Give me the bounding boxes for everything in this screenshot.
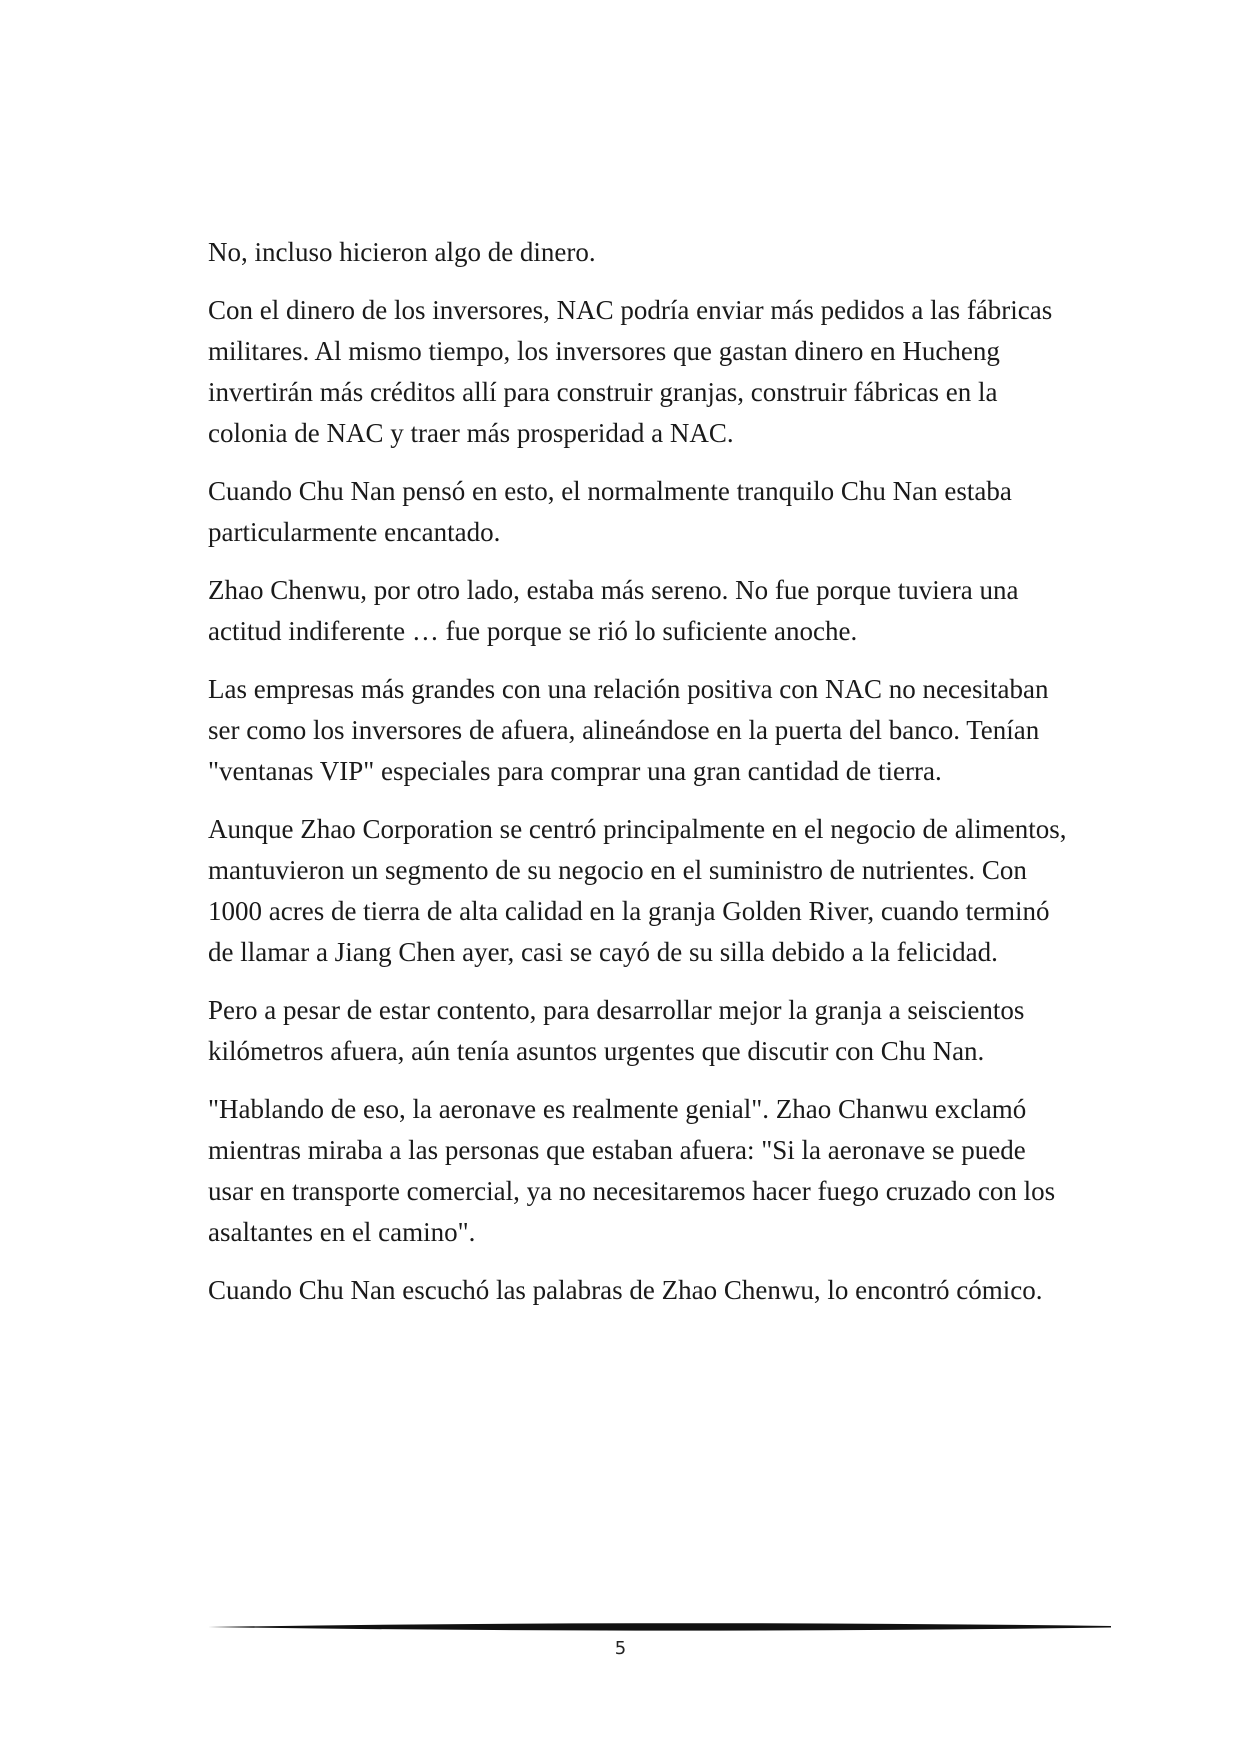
paragraph-8: "Hablando de eso, la aeronave es realmente genial". Zhao Chanwu exclamó mientras miraba a las personas que estaban afuera: "Si la aeronave se puede usar en transporte comercial, ya no necesitaremos hacer fuego cruzado con los asaltantes en el camino". bbox=[208, 1094, 1056, 1247]
paragraph-9: Cuando Chu Nan escuchó las palabras de Zhao Chenwu, lo encontró cómico. bbox=[208, 1275, 1043, 1305]
paragraph-5: Las empresas más grandes con una relación positiva con NAC no necesitaban ser como los inversores de afuera, alineándose en la puerta del banco. Tenían "ventanas VIP" especiales para comprar una gran cantidad de tierra. bbox=[208, 674, 1049, 786]
footer-divider bbox=[208, 1621, 1111, 1633]
paragraph-3: Cuando Chu Nan pensó en esto, el normalmente tranquilo Chu Nan estaba particularmente encantado. bbox=[208, 476, 1012, 547]
paragraph-7: Pero a pesar de estar contento, para desarrollar mejor la granja a seiscientos kilómetros afuera, aún tenía asuntos urgentes que discutir con Chu Nan. bbox=[208, 995, 1025, 1066]
page-number: 5 bbox=[614, 1638, 627, 1659]
paragraph-6: Aunque Zhao Corporation se centró principalmente en el negocio de alimentos, mantuvieron un segmento de su negocio en el suministro de nutrientes. Con 1000 acres de tierra de alta calidad en la granja Golden River, cuando terminó de llamar a Jiang Chen ayer, casi se cayó de su silla debido a la felicidad. bbox=[208, 814, 1067, 967]
paragraph-2: Con el dinero de los inversores, NAC podría enviar más pedidos a las fábricas militares. Al mismo tiempo, los inversores que gastan dinero en Hucheng invertirán más créditos allí para construir granjas, construir fábricas en la colonia de NAC y traer más prosperidad a NAC. bbox=[208, 295, 1053, 448]
paragraph-1: No, incluso hicieron algo de dinero. bbox=[208, 237, 596, 267]
body-text bbox=[208, 232, 1070, 1328]
paragraph-4: Zhao Chenwu, por otro lado, estaba más sereno. No fue porque tuviera una actitud indiferente … fue porque se rió lo suficiente anoche. bbox=[208, 575, 1019, 646]
